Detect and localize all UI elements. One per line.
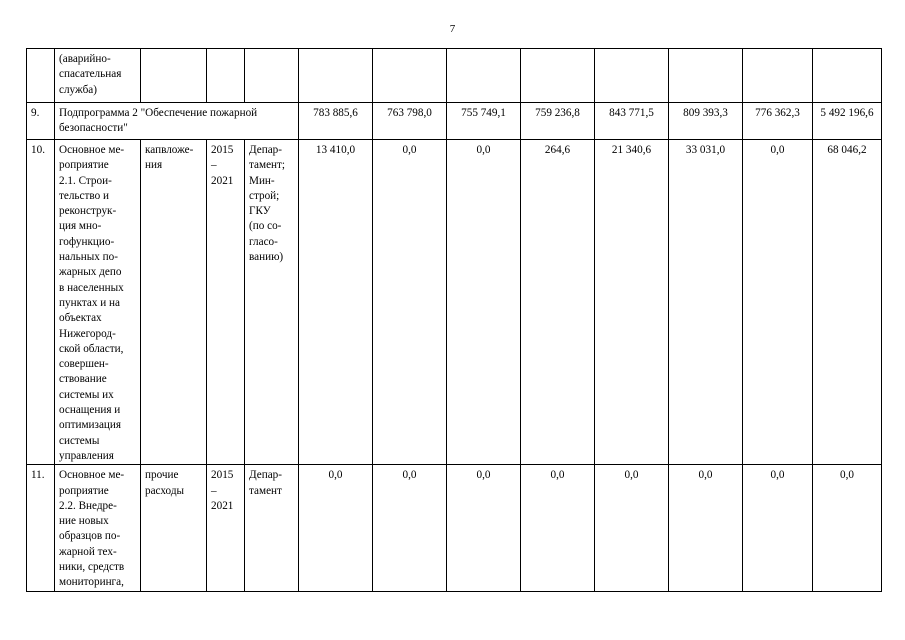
value-cell <box>373 49 447 103</box>
row-number: 10. <box>27 140 55 465</box>
value-cell: 0,0 <box>595 465 669 591</box>
row-expense-type: прочие расходы <box>141 465 207 591</box>
value-cell <box>299 49 373 103</box>
value-cell: 5 492 196,6 <box>813 103 882 140</box>
value-cell: 68 046,2 <box>813 140 882 465</box>
row-number <box>27 49 55 103</box>
table-row <box>27 465 882 591</box>
row-name: Основное ме- роприятие 2.1. Строи- тельство и реконструк- ция мно- гофункцио- нальных по- жарных депо в населенных пунктах и на объектах Нижегород- ской области, совершен- ствование системы их оснащения и оптимизация системы управления <box>55 140 141 465</box>
value-cell <box>595 49 669 103</box>
value-cell: 0,0 <box>447 140 521 465</box>
value-cell: 0,0 <box>373 465 447 591</box>
budget-table <box>26 48 882 592</box>
row-period <box>207 49 245 103</box>
value-cell <box>447 49 521 103</box>
value-cell: 843 771,5 <box>595 103 669 140</box>
value-cell: 0,0 <box>669 465 743 591</box>
value-cell: 759 236,8 <box>521 103 595 140</box>
row-executor <box>245 49 299 103</box>
value-cell: 763 798,0 <box>373 103 447 140</box>
value-cell <box>813 49 882 103</box>
value-cell <box>743 49 813 103</box>
value-cell: 783 885,6 <box>299 103 373 140</box>
subprogram-name: Подпрограмма 2 "Обеспечение пожарной безопасности" <box>55 103 299 140</box>
table-row <box>27 103 882 140</box>
row-executor: Депар- тамент <box>245 465 299 591</box>
row-expense-type <box>141 49 207 103</box>
value-cell: 0,0 <box>813 465 882 591</box>
page-number: 7 <box>449 23 456 35</box>
row-period: 2015 – 2021 <box>207 465 245 591</box>
row-name: Основное ме- роприятие 2.2. Внедре- ние новых образцов по- жарной тех- ники, средств мониторинга, <box>55 465 141 591</box>
value-cell <box>669 49 743 103</box>
row-number: 9. <box>27 103 55 140</box>
row-expense-type: капвложе- ния <box>141 140 207 465</box>
value-cell: 776 362,3 <box>743 103 813 140</box>
value-cell: 0,0 <box>299 465 373 591</box>
value-cell: 0,0 <box>373 140 447 465</box>
table-row <box>27 140 882 465</box>
table-row <box>27 49 882 103</box>
row-period: 2015 – 2021 <box>207 140 245 465</box>
value-cell: 0,0 <box>521 465 595 591</box>
value-cell: 0,0 <box>447 465 521 591</box>
value-cell: 755 749,1 <box>447 103 521 140</box>
row-executor: Депар- тамент; Мин- строй; ГКУ (по со- гласо- ванию) <box>245 140 299 465</box>
value-cell <box>521 49 595 103</box>
value-cell: 264,6 <box>521 140 595 465</box>
value-cell: 0,0 <box>743 140 813 465</box>
value-cell: 13 410,0 <box>299 140 373 465</box>
value-cell: 809 393,3 <box>669 103 743 140</box>
value-cell: 21 340,6 <box>595 140 669 465</box>
row-number: 11. <box>27 465 55 591</box>
value-cell: 0,0 <box>743 465 813 591</box>
row-name: (аварийно- спасательная служба) <box>55 49 141 103</box>
value-cell: 33 031,0 <box>669 140 743 465</box>
